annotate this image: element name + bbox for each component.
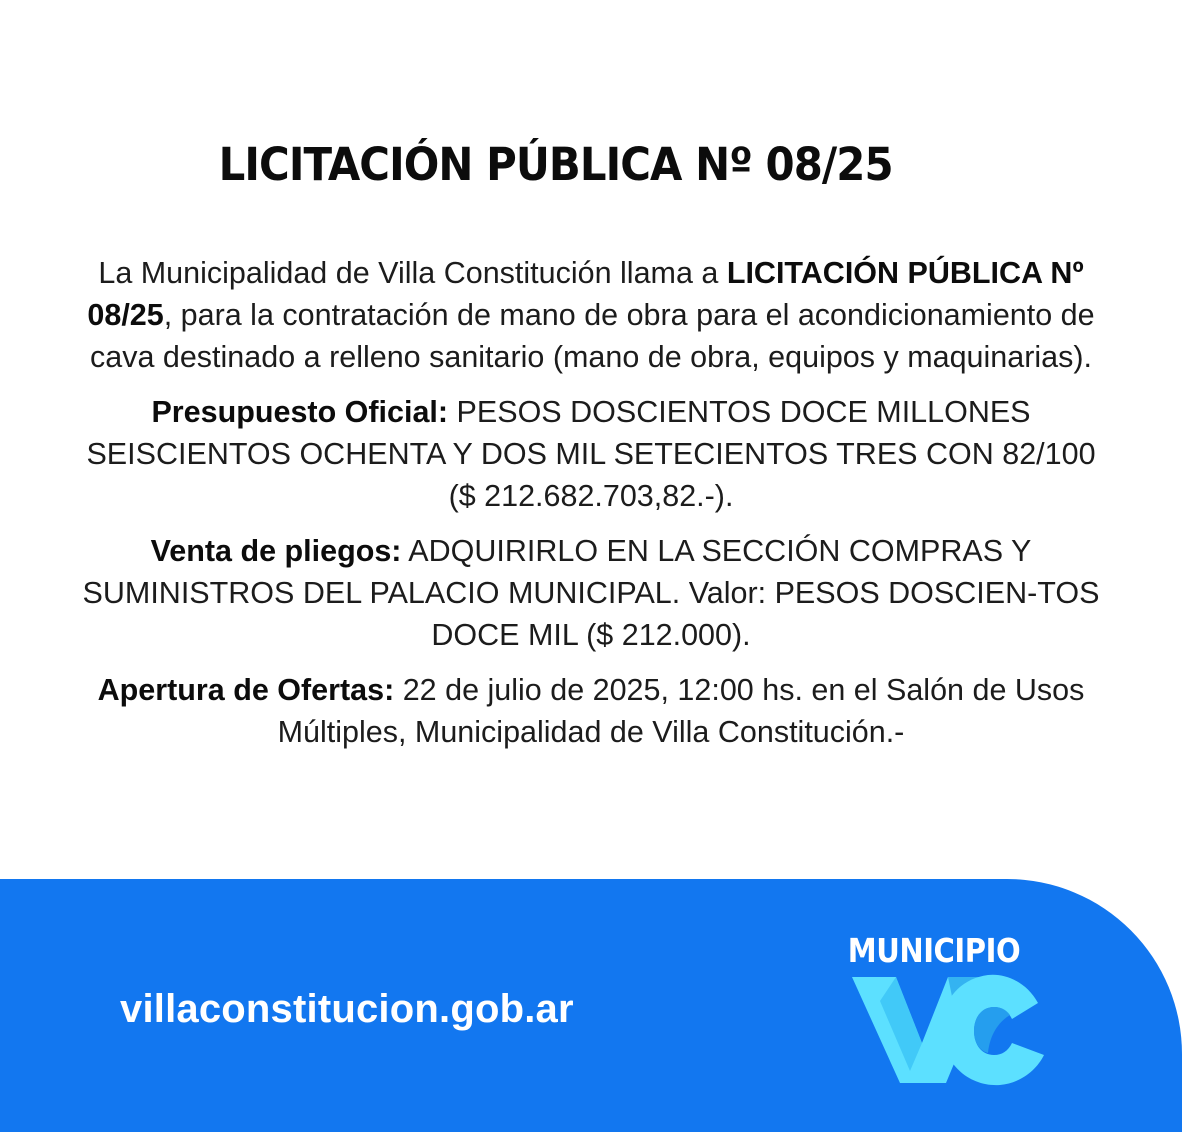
announcement-body [70,252,1112,766]
website-link[interactable]: villaconstitucion.gob.ar [120,987,574,1031]
opening-label: Apertura de Ofertas: [97,673,395,707]
sale-label: Venta de pliegos: [150,534,402,568]
intro-text: La Municipalidad de Villa Constitución llama a [98,256,727,290]
intro-rest: , para la contratación de mano de obra para el acondicionamiento de cava destinado a relleno sanitario (mano de obra, equipos y maquinarias). [89,298,1095,374]
budget-paragraph [70,391,1112,517]
sale-text: ADQUIRIRLO EN LA SECCIÓN COMPRAS Y SUMINISTROS DEL PALACIO MUNICIPAL. Valor: PESOS DOSCIEN-TOS DOCE MIL ($ 212.000). [82,534,1100,652]
logo-c-shade [974,1007,1010,1053]
budget-text: PESOS DOSCIENTOS DOCE MILLONES SEISCIENTOS OCHENTA Y DOS MIL SETECIENTOS TRES CON 82/100 ($ 212.682.703,82.-). [86,395,1096,513]
footer-band [0,879,1182,1132]
vc-logo-icon [850,971,1046,1089]
budget-label: Presupuesto Oficial: [151,395,449,429]
intro-paragraph [70,252,1112,378]
sale-paragraph [70,530,1112,656]
opening-text: 22 de julio de 2025, 12:00 hs. en el Salón de Usos Múltiples, Municipalidad de Villa Constitución.- [277,673,1085,749]
opening-paragraph [70,669,1112,753]
logo-wordmark: MUNICIPIO [847,931,1021,970]
municipio-logo [846,931,1046,1091]
intro-bold: LICITACIÓN PÚBLICA Nº 08/25 [87,256,1084,332]
page-title: LICITACIÓN PÚBLICA Nº 08/25 [218,138,893,191]
